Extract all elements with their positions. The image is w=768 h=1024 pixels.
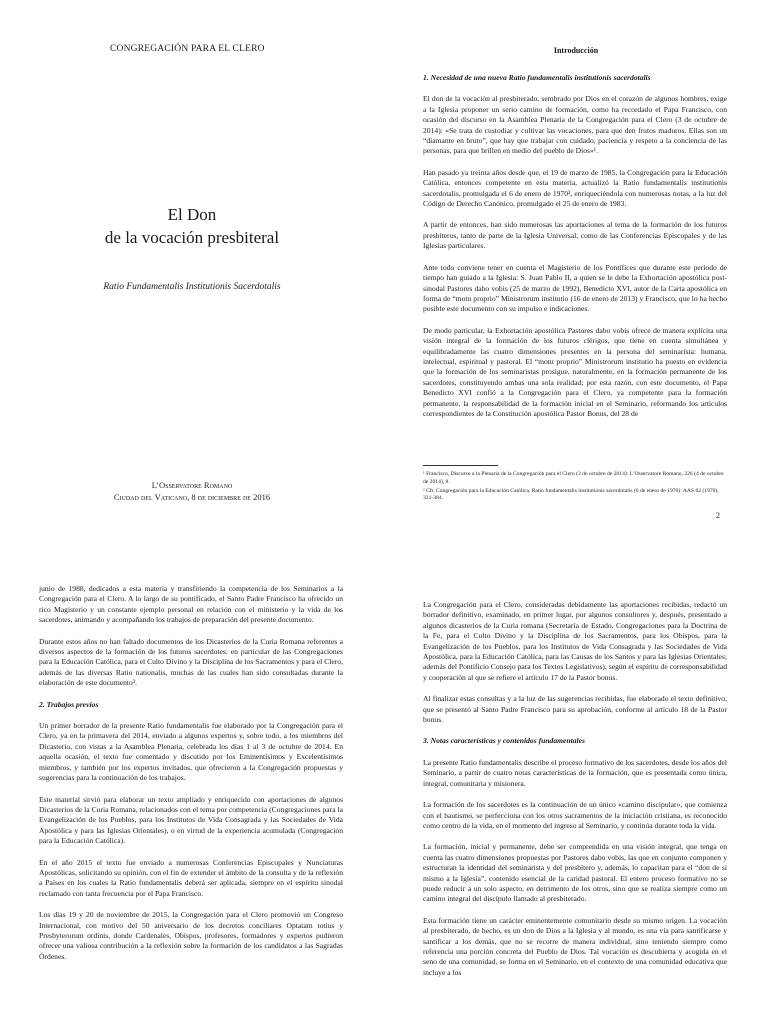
section-heading: 2. Trabajos previos (39, 699, 99, 709)
title-line-2: de la vocación presbiteral (104, 228, 280, 247)
section-heading: 1. Necesidad de una nueva Ratio fundamentalis institutionis sacerdotalis (423, 73, 651, 82)
text-column (39, 584, 343, 973)
header-initial: C (110, 44, 117, 54)
paragraph: Los días 19 y 20 de noviembre de 2015, la Congregación para el Clero promovió un Congreso Internacional, con motivo del 50 aniversario de los decretos conciliares Optatam totius y Presbyterorum ordinis, donde Cardenales, Obispos, profesores, formadores y expertos pudieron ofrecer una valiosa contribución a la reflexión sobre la formación de los candidatos a las Sagradas Órdenes. (39, 910, 343, 961)
footnotes (423, 471, 727, 504)
paragraph: Un primer borrador de la presente Ratio fundamentalis fue elaborado por la Congregación para el Clero, ya en la primavera del 2014, enviado a algunos expertos y, sobre todo, a los miembros del Dicasterio, con vistas a la Asamblea Plenaria, celebrada los días 1 al 3 de octubre de 2014. En aquella ocasión, el texto fue comentado y discutido por los Eminentísimos y Excelentísimos miembros, y también por los expertos invitados, que ofrecieron a la Congregación propuestas y sugerencias para la continuación de los trabajos. (39, 721, 343, 783)
footnote: ² Cfr. Congregación para la Educación Católica, Ratio fundamentalis institutionis sacerdotalis (6 de enero de 1970): AAS 62 (1970), 321-384. (423, 487, 719, 502)
document-subtitle: Ratio Fundamentalis Institutionis Sacerdotalis (103, 282, 281, 292)
section-heading: 3. Notas características y contenidos fundamentales (423, 736, 585, 746)
paragraph: Durante estos años no han faltado documentos de los Dicasterios de la Curia Romana referentes a diversos aspectos de la formación de los futuros sacerdotes: en particular de las Congregaciones para la Educación Católica, para el Culto Divino y la Disciplina de los Sacramentos y para el Clero, además de las diversas Ratio nationalis, muchas de las cuales han sido consultadas durante la elaboración de este documento³. (39, 636, 343, 688)
paragraph: junio de 1988, dedicados a esta materia y transfiriendo la competencia de los Seminarios a la Congregación para el Clero. A lo largo de su pontificado, el Santo Padre Francisco ha ofrecido un rico Magisterio y un constante ejemplo personal en relación con el ministerio y la vida de los sacerdotes, animando y acompañando los trabajos de preparación del presente documento. (39, 584, 343, 625)
paragraph: El don de la vocación al presbiterado, sembrado por Dios en el corazón de algunos hombres, exige a la Iglesia proponer un serio camino de formación, como ha recordado el Papa Francisco, con ocasión del discurso en la Asamblea Plenaria de la Congregación para el Clero (3 de octubre de 2014): «Se trata de custodiar y cultivar las vocaciones, para que den frutos maduros. Ellas son un “diamante en bruto”, que hay que trabajar con cuidado, paciencia y respeto a la conciencia de las personas, para que brillen en medio del pueblo de Dios»¹. (423, 94, 727, 156)
paragraph: Este material sirvió para elaborar un texto ampliado y enriquecido con aportaciones de algunos Dicasterios de la Curia Romana, relacionados con el tema por competencia (Congregaciones para la Evangelización de los Pueblos, para los Institutos de Vida Consagrada y las Sociedades de Vida Apostólica y para las Iglesias Orientales), o en virtud de la experiencia acumulada (Congregación para la Educación Católica). (39, 794, 343, 846)
header-initial-2: C (232, 44, 240, 54)
document-title (0, 203, 384, 249)
paragraph: Al finalizar estas consultas y a la luz de las sugerencias recibidas, fue elaborado el texto definitivo, que se presentó al Santo Padre Francisco para su aprobación, conforme al artículo 18 de la Pastor bonus. (423, 694, 727, 725)
text-column (423, 600, 727, 989)
text-column (423, 73, 727, 430)
header-text-2: LERO (239, 44, 265, 54)
content-page-left (0, 545, 384, 1024)
header-text: ONGREGACIÓN PARA EL (116, 44, 233, 54)
paragraph: La presente Ratio fundamentalis describe el proceso formativo de los sacerdotes, desde los años del Seminario, a partir de cuatro notas características de la formación, que es presentada como única, integral, comunitaria y misionera. (423, 757, 727, 788)
paragraph: En el año 2015 el texto fue enviado a numerosas Conferencias Episcopales y Nunciaturas Apostólicas, solicitando su opinión, con el fin de extender el ámbito de la consulta y de la reflexión a Países en los cuales la Ratio fundamentalis deberá ser aplicada, siempre en el espíritu sinodal reclamado con tanta frecuencia por el Papa Francisco. (39, 857, 343, 898)
paragraph: Ante todo conviene tener en cuenta el Magisterio de los Pontífices que durante este período de tiempo han guiado a la Iglesia: S. Juan Pablo II, a quien se le debe la Exhortación apostólica post-sinodal Pastores dabo vobis (25 de marzo de 1992), Benedicto XVI, autor de la Carta apostólica en forma de “motu proprio” Ministrorum institutio (16 de enero de 2013) y Francisco, que lo ha hecho posible este documento con su impulso e indicaciones. (423, 262, 727, 314)
paragraph: La formación de los sacerdotes es la continuación de un único «camino discipular», que comienza con el bautismo, se perfecciona con los otros sacramentos de la iniciación cristiana, es reconocido como centro de la vida, en el momento del ingreso al Seminario, y continúa durante toda la vida. (423, 800, 727, 830)
place-date: Ciudad del Vaticano, 8 de diciembre de 2016 (113, 492, 271, 502)
paragraph: Esta formación tiene un carácter eminentemente comunitario desde su mismo origen. La vocación al presbiterado, de hecho, es un don de Dios a la Iglesia y al mundo, es una vía para santificarse y santificar a los demás, que no se recorre de manera individual, sino teniendo siempre como referencia una porción concreta del Pueblo de Dios. Tal vocación es descubierta y acogida en el seno de una comunidad, se forma en el Seminario, en el contexto de una comunidad educativa que incluye a los (423, 915, 727, 977)
footnote: ¹ Francisco, Discurso a la Plenaria de la Congregación para el Clero (3 de octubre de 2014): L’Osservatore Romano, 226 (4 de octubre de 2014), 8. (423, 471, 724, 485)
introduction-page (384, 0, 768, 545)
paragraph: A partir de entonces, han sido numerosas las aportaciones al tema de la formación de los futuros presbíteros, tanto de parte de la Iglesia Universal, como de las Conferencias Episcopales y de las Iglesias particulares. (423, 220, 727, 251)
footnote-divider (423, 465, 498, 466)
content-page-right (384, 545, 768, 1024)
paragraph: La Congregación para el Clero, consideradas debidamente las aportaciones recibidas, redactó un borrador definitivo, examinado, en primer lugar, por algunos consultores y, después, presentado a algunos dicasterios de la Curia romana (Secretaría de Estado, Congregaciones para la Doctrina de la Fe, para el Culto Divino y la Disciplina de los Sacramentos, para los Obispos, para la Evangelización de los Pueblos, para los Institutos de Vida Consagrada y las Sociedades de Vida Apostólica, para la Educación Católica, para las Causas de los Santos y para las Iglesias Orientales; además del Pontificio Consejo para los Textos Legislativos), según el espíritu de corresponsabilidad y cooperación al que se refiere el artículo 17 de la Pastor bonus. (423, 600, 727, 682)
paragraph: La formación, inicial y permanente, debe ser comprendida en una visión integral, que tenga en cuenta las cuatro dimensiones propuestas por Pastores dabo vobis, las que en conjunto componen y estructuran la identidad del seminarista y del presbítero y, además, lo capacitan para el “don de sí mismo a la Iglesia”, contenido esencial de la caridad pastoral. El entero proceso formativo no se puede reducir a un solo aspecto, en detrimento de los otros, sino que se realiza siempre como un camino integral del discípulo llamado al presbiterado. (423, 842, 727, 904)
page-header: Introducción (553, 46, 599, 55)
title-page (0, 0, 384, 545)
page-number: 2 (716, 511, 720, 520)
running-header (110, 44, 265, 54)
paragraph: Han pasado ya treinta años desde que, el 19 de marzo de 1985, la Congregación para la Educación Católica, entonces competente en esta materia, actualizó la Ratio fundamentalis institutionis sacerdotalis, promulgada el 6 de enero de 1970², enriqueciéndola con numerosas notas, a la luz del Código de Derecho Canónico, promulgado el 25 de enero de 1983. (423, 167, 727, 209)
publisher: L’Osservatore Romano (151, 480, 233, 490)
paragraph: De modo particular, la Exhortación apostólica Pastores dabo vobis ofrece de manera explícita una visión integral de la formación de los futuros clérigos, que tiene en cuenta simultánea y equilibradamente las cuatro dimensiones presentes en la persona del seminarista: humana, intelectual, espiritual y pastoral. El “motu proprio” Ministrorum institutio ha puesto en evidencia que la formación de los seminaristas prosigue, naturalmente, en la formación permanente de los sacerdotes, constituyendo ambas una sola realidad; por esta razón, con este documento, el Papa Benedicto XVI confió a la Congregación para el Clero, ya competente para la formación permanente, la responsabilidad de la formación inicial en el Seminario, reformando los artículos correspondientes de la Constitución apostólica Pastor Bonus, del 28 de (423, 325, 727, 418)
title-line-1: El Don (167, 205, 217, 224)
